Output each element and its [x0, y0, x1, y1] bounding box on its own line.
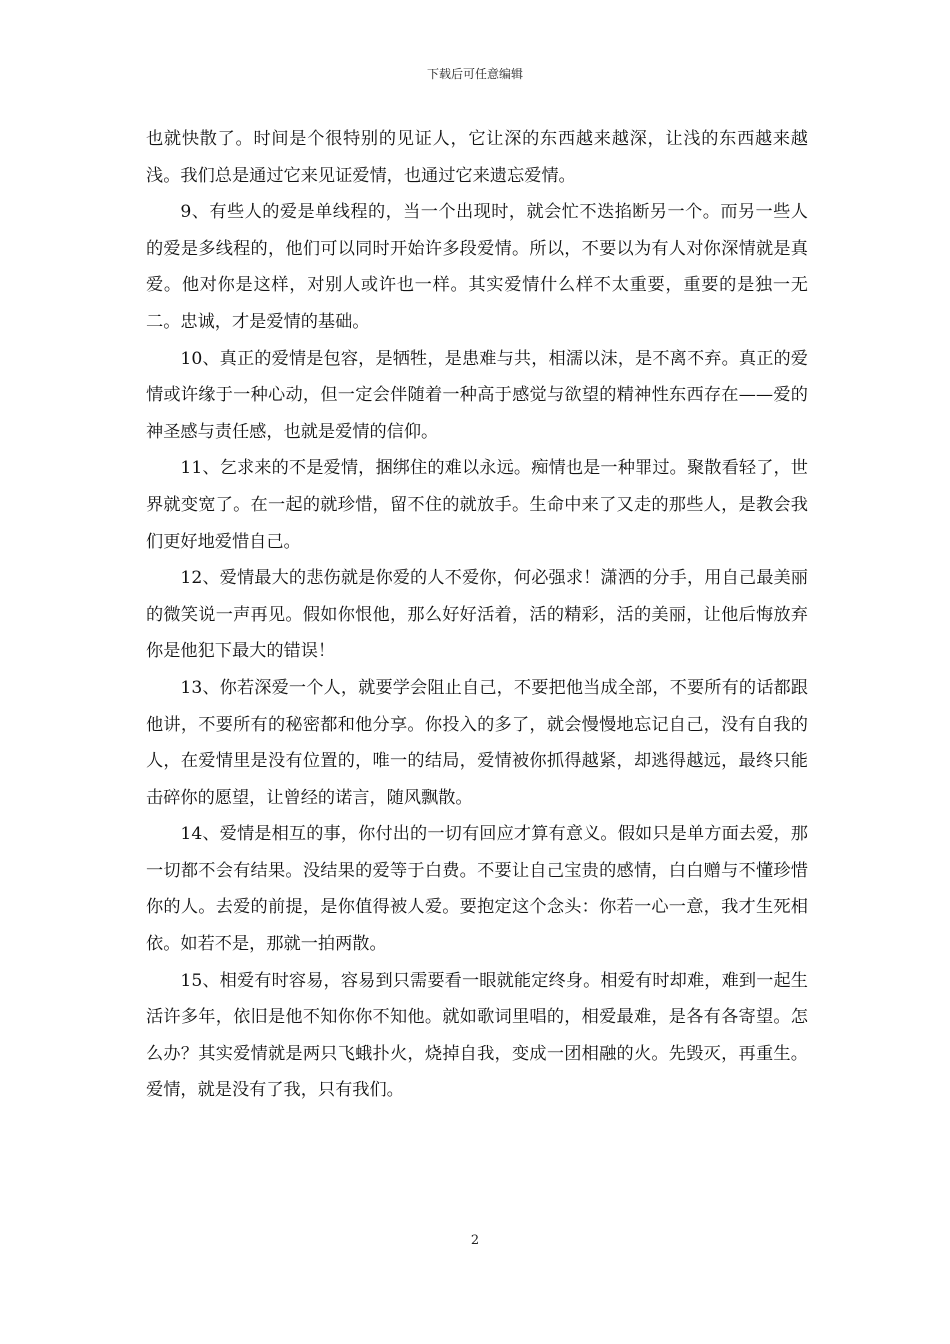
paragraph-item-13: 13、你若深爱一个人，就要学会阻止自己，不要把他当成全部，不要所有的话都跟他讲，不要所有的秘密都和他分享。你投入的多了，就会慢慢地忘记自己，没有自我的人，在爱情里是没有位置的，唯一的结局，爱情被你抓得越紧，却逃得越远，最终只能击碎你的愿望，让曾经的诺言，随风飘散。 [146, 677, 808, 808]
paragraph-item-15: 15、相爱有时容易，容易到只需要看一眼就能定终身。相爱有时却难，难到一起生活许多年，依旧是他不知你你不知他。就如歌词里唱的，相爱最难，是各有各寄望。怎么办？其实爱情就是两只飞蛾扑火，烧掉自我，变成一团相融的火。先毁灭，再重生。爱情，就是没有了我，只有我们。 [146, 970, 808, 1101]
page-header: 下载后可任意编辑 [426, 67, 523, 81]
paragraph-item-10: 10、真正的爱情是包容，是牺牲，是患难与共，相濡以沫，是不离不弃。真正的爱情或许缘于一种心动，但一定会伴随着一种高于感觉与欲望的精神性东西存在——爱的神圣感与责任感，也就是爱情的信仰。 [146, 348, 808, 442]
document-body [146, 121, 808, 1109]
paragraph-item-14: 14、爱情是相互的事，你付出的一切有回应才算有意义。假如只是单方面去爱，那一切都不会有结果。没结果的爱等于白费。不要让自己宝贵的感情，白白赠与不懂珍惜你的人。去爱的前提，是你值得被人爱。要抱定这个念头：你若一心一意，我才生死相依。如若不是，那就一拍两散。 [146, 824, 808, 955]
paragraph-item-9: 9、有些人的爱是单线程的，当一个出现时，就会忙不迭掐断另一个。而另一些人的爱是多线程的，他们可以同时开始许多段爱情。所以，不要以为有人对你深情就是真爱。他对你是这样，对别人或许也一样。其实爱情什么样不太重要，重要的是独一无二。忠诚，才是爱情的基础。 [146, 202, 808, 332]
paragraph-continuation: 也就快散了。时间是个很特别的见证人，它让深的东西越来越深，让浅的东西越来越浅。我们总是通过它来见证爱情，也通过它来遗忘爱情。 [146, 129, 808, 186]
page-number: 2 [470, 1233, 480, 1248]
paragraph-item-11: 11、乞求来的不是爱情，捆绑住的难以永远。痴情也是一种罪过。聚散看轻了，世界就变宽了。在一起的就珍惜，留不住的就放手。生命中来了又走的那些人，是教会我们更好地爱惜自己。 [146, 458, 808, 552]
paragraph-item-12: 12、爱情最大的悲伤就是你爱的人不爱你，何必强求！潇洒的分手，用自己最美丽的微笑说一声再见。假如你恨他，那么好好活着，活的精彩，活的美丽，让他后悔放弃你是他犯下最大的错误！ [146, 568, 808, 662]
